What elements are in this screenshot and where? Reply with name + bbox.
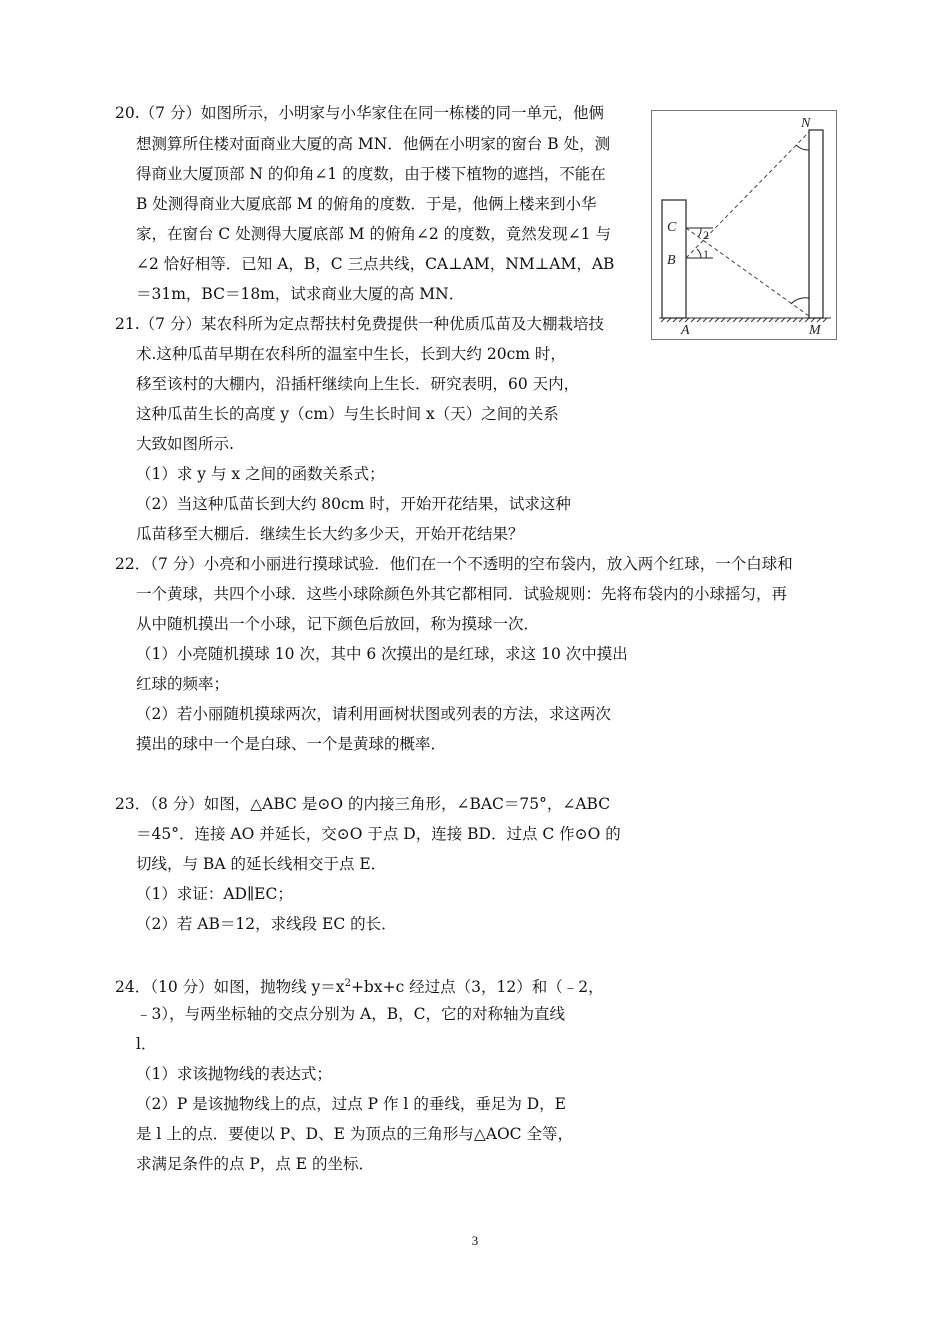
label-b: B	[667, 253, 676, 268]
building-angle-figure	[651, 110, 837, 340]
q20-line-5: 家，在窗台 C 处测得大厦底部 M 的俯角∠2 的度数，竟然发现∠1 与	[136, 225, 611, 243]
q21-line-3: 移至该村的大棚内，沿插杆继续向上生长．研究表明，60 天内，	[136, 375, 580, 393]
label-angle-1: 1	[703, 247, 709, 261]
q23-line-1: 23．（8 分）如图，△ABC 是⊙O 的内接三角形，∠BAC＝75°，∠ABC	[115, 795, 611, 813]
q24-line-3: l．	[136, 1035, 157, 1053]
label-angle-2: 2	[703, 228, 709, 242]
q22-line-7: 摸出的球中一个是白球、一个是黄球的概率．	[136, 735, 447, 753]
q21-line-2: 术.这种瓜苗早期在农科所的温室中生长，长到大约 20cm 时，	[136, 345, 566, 363]
q20-line-6: ∠2 恰好相等．已知 A，B，C 三点共线，CA⊥AM，NM⊥AM，AB	[136, 255, 615, 273]
q20-line-3: 得商业大厦顶部 N 的仰角∠1 的度数，由于楼下植物的遮挡，不能在	[136, 165, 606, 183]
q21-line-5: 大致如图所示.	[136, 435, 234, 453]
q22-line-3: 从中随机摸出一个小球，记下颜色后放回，称为摸球一次．	[136, 615, 540, 633]
q21-line-8: 瓜苗移至大棚后．继续生长大约多少天，开始开花结果？	[136, 525, 524, 543]
label-a: A	[681, 323, 690, 338]
right-building	[809, 130, 823, 318]
label-m: M	[809, 323, 821, 338]
q23-line-3: 切线，与 BA 的延长线相交于点 E．	[136, 855, 387, 873]
q24-line-7: 求满足条件的点 P，点 E 的坐标．	[136, 1155, 375, 1173]
q23-line-2: ＝45°．连接 AO 并延长，交⊙O 于点 D，连接 BD．过点 C 作⊙O 的	[136, 825, 621, 843]
q22-line-6: （2）若小丽随机摸球两次，请利用画树状图或列表的方法，求这两次	[136, 705, 611, 723]
q24-line-6: 是 l 上的点．要使以 P、D、E 为顶点的三角形与△AOC 全等，	[136, 1125, 573, 1143]
q20-line-1: 20.（7 分）如图所示，小明家与小华家住在同一栋楼的同一单元，他俩	[115, 104, 604, 122]
q24-line-1	[115, 974, 604, 997]
q24-exponent: 2	[344, 978, 351, 989]
q23-line-5: （2）若 AB＝12，求线段 EC 的长．	[136, 915, 397, 933]
q24-line-1-post: +bx+c 经过点（3，12）和（﹣2，	[350, 978, 604, 996]
q21-line-6: （1）求 y 与 x 之间的函数关系式；	[136, 465, 385, 483]
label-c: C	[667, 220, 677, 235]
q20-line-2: 想测算所住楼对面商业大厦的高 MN．他俩在小明家的窗台 B 处，测	[136, 135, 611, 153]
q22-line-4: （1）小亮随机摸球 10 次，其中 6 次摸出的是红球，求这 10 次中摸出	[136, 645, 628, 663]
q20-line-4: B 处测得商业大厦底部 M 的俯角的度数．于是，他俩上楼来到小华	[136, 195, 597, 213]
q24-line-2: ﹣3），与两坐标轴的交点分别为 A，B，C，它的对称轴为直线	[136, 1005, 565, 1023]
q20-line-7: ＝31m，BC＝18m，试求商业大厦的高 MN．	[136, 285, 465, 303]
q21-line-4: 这种瓜苗生长的高度 y（cm）与生长时间 x（天）之间的关系	[136, 405, 559, 423]
q22-line-1: 22．（7 分）小亮和小丽进行摸球试验．他们在一个不透明的空布袋内，放入两个红球，一个白球和	[115, 555, 793, 573]
q21-line-7: （2）当这种瓜苗长到大约 80cm 时，开始开花结果，试求这种	[136, 495, 571, 513]
q21-line-1: 21.（7 分）某农科所为定点帮扶村免费提供一种优质瓜苗及大棚栽培技	[115, 315, 604, 333]
label-n: N	[801, 116, 811, 131]
q24-line-5: （2）P 是该抛物线上的点，过点 P 作 l 的垂线，垂足为 D，E	[136, 1095, 566, 1113]
q22-line-5: 红球的频率；	[136, 675, 230, 693]
page-number: 3	[471, 1233, 479, 1248]
q22-line-2: 一个黄球，共四个小球．这些小球除颜色外其它都相同．试验规则：先将布袋内的小球摇匀，再	[136, 585, 788, 603]
q23-line-4: （1）求证：AD∥EC；	[136, 885, 293, 903]
q24-line-4: （1）求该抛物线的表达式；	[136, 1065, 332, 1083]
q24-line-1-pre: 24．（10 分）如图，抛物线 y＝x	[115, 978, 345, 996]
